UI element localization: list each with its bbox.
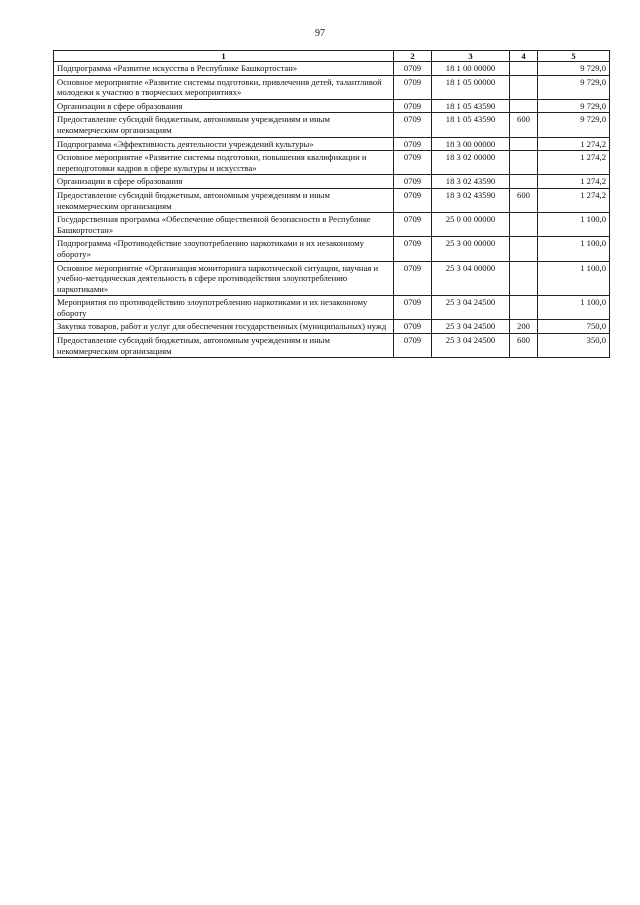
cell-target: 25 3 04 24500 xyxy=(432,320,510,334)
cell-target: 18 1 05 43590 xyxy=(432,99,510,113)
cell-target: 18 1 05 00000 xyxy=(432,75,510,99)
cell-kind: 600 xyxy=(510,188,538,212)
cell-name: Предоставление субсидий бюджетным, автономным учреждениям и иным некоммерческим организациям xyxy=(54,334,394,358)
column-header-name: 1 xyxy=(54,51,394,62)
cell-kind xyxy=(510,296,538,320)
cell-section: 0709 xyxy=(394,237,432,261)
cell-name: Основное мероприятие «Развитие системы подготовки, привлечения детей, талантливой молодежи к участию в творческих мероприятиях» xyxy=(54,75,394,99)
cell-kind xyxy=(510,175,538,189)
cell-name: Предоставление субсидий бюджетным, автономным учреждениям и иным некоммерческим организациям xyxy=(54,188,394,212)
cell-amount: 1 274,2 xyxy=(538,137,610,151)
table-row xyxy=(54,99,610,113)
cell-section: 0709 xyxy=(394,296,432,320)
cell-target: 25 3 04 00000 xyxy=(432,261,510,296)
cell-section: 0709 xyxy=(394,320,432,334)
cell-amount: 1 100,0 xyxy=(538,213,610,237)
cell-kind xyxy=(510,137,538,151)
cell-section: 0709 xyxy=(394,75,432,99)
table-row xyxy=(54,137,610,151)
column-header-target: 3 xyxy=(432,51,510,62)
cell-amount: 1 274,2 xyxy=(538,151,610,175)
cell-kind xyxy=(510,261,538,296)
cell-kind: 600 xyxy=(510,113,538,137)
table-row xyxy=(54,213,610,237)
cell-section: 0709 xyxy=(394,213,432,237)
cell-target: 18 3 02 43590 xyxy=(432,175,510,189)
cell-kind xyxy=(510,213,538,237)
cell-kind xyxy=(510,99,538,113)
table-row xyxy=(54,151,610,175)
cell-amount: 9 729,0 xyxy=(538,99,610,113)
cell-amount: 1 274,2 xyxy=(538,188,610,212)
cell-target: 25 3 04 24500 xyxy=(432,296,510,320)
cell-amount: 1 100,0 xyxy=(538,261,610,296)
cell-section: 0709 xyxy=(394,334,432,358)
cell-name: Закупка товаров, работ и услуг для обеспечения государственных (муниципальных) нужд xyxy=(54,320,394,334)
cell-target: 18 3 02 43590 xyxy=(432,188,510,212)
cell-amount: 1 274,2 xyxy=(538,175,610,189)
cell-amount: 9 729,0 xyxy=(538,75,610,99)
cell-amount: 9 729,0 xyxy=(538,113,610,137)
cell-section: 0709 xyxy=(394,62,432,76)
cell-section: 0709 xyxy=(394,261,432,296)
cell-name: Организации в сфере образования xyxy=(54,99,394,113)
cell-amount: 750,0 xyxy=(538,320,610,334)
cell-section: 0709 xyxy=(394,188,432,212)
table-row xyxy=(54,320,610,334)
table-row xyxy=(54,175,610,189)
cell-section: 0709 xyxy=(394,137,432,151)
cell-section: 0709 xyxy=(394,113,432,137)
cell-kind xyxy=(510,75,538,99)
cell-kind xyxy=(510,237,538,261)
cell-kind xyxy=(510,151,538,175)
table-header-row xyxy=(54,51,610,62)
cell-amount: 9 729,0 xyxy=(538,62,610,76)
cell-name: Основное мероприятие «Развитие системы подготовки, повышения квалификации и переподготовки кадров в сфере культуры и искусства» xyxy=(54,151,394,175)
cell-target: 25 0 00 00000 xyxy=(432,213,510,237)
cell-name: Организации в сфере образования xyxy=(54,175,394,189)
cell-target: 18 3 02 00000 xyxy=(432,151,510,175)
page-number: 97 xyxy=(315,28,325,39)
cell-name: Подпрограмма «Развитие искусства в Республике Башкортостан» xyxy=(54,62,394,76)
cell-section: 0709 xyxy=(394,99,432,113)
column-header-section: 2 xyxy=(394,51,432,62)
cell-target: 18 1 05 43590 xyxy=(432,113,510,137)
cell-name: Подпрограмма «Эффективность деятельности учреждений культуры» xyxy=(54,137,394,151)
cell-amount: 1 100,0 xyxy=(538,237,610,261)
cell-target: 18 3 00 00000 xyxy=(432,137,510,151)
cell-amount: 350,0 xyxy=(538,334,610,358)
table-row xyxy=(54,261,610,296)
cell-name: Мероприятия по противодействию злоупотреблению наркотиками и их незаконному обороту xyxy=(54,296,394,320)
cell-target: 25 3 00 00000 xyxy=(432,237,510,261)
cell-name: Подпрограмма «Противодействие злоупотреблению наркотиками и их незаконному обороту» xyxy=(54,237,394,261)
table-row xyxy=(54,334,610,358)
cell-section: 0709 xyxy=(394,151,432,175)
table-row xyxy=(54,237,610,261)
cell-amount: 1 100,0 xyxy=(538,296,610,320)
cell-kind: 600 xyxy=(510,334,538,358)
table-body xyxy=(54,62,610,358)
cell-name: Основное мероприятие «Организация мониторинга наркотической ситуации, научная и учебно-методическая деятельность в сфере противодействия злоупотреблению наркотиками» xyxy=(54,261,394,296)
table-row xyxy=(54,75,610,99)
cell-name: Государственная программа «Обеспечение общественной безопасности в Республике Башкортостан» xyxy=(54,213,394,237)
budget-table xyxy=(53,50,610,358)
cell-kind xyxy=(510,62,538,76)
cell-kind: 200 xyxy=(510,320,538,334)
table-row xyxy=(54,188,610,212)
table-row xyxy=(54,113,610,137)
table-row xyxy=(54,62,610,76)
cell-name: Предоставление субсидий бюджетным, автономным учреждениям и иным некоммерческим организациям xyxy=(54,113,394,137)
column-header-amount: 5 xyxy=(538,51,610,62)
cell-target: 18 1 00 00000 xyxy=(432,62,510,76)
column-header-kind: 4 xyxy=(510,51,538,62)
table-row xyxy=(54,296,610,320)
cell-target: 25 3 04 24500 xyxy=(432,334,510,358)
cell-section: 0709 xyxy=(394,175,432,189)
